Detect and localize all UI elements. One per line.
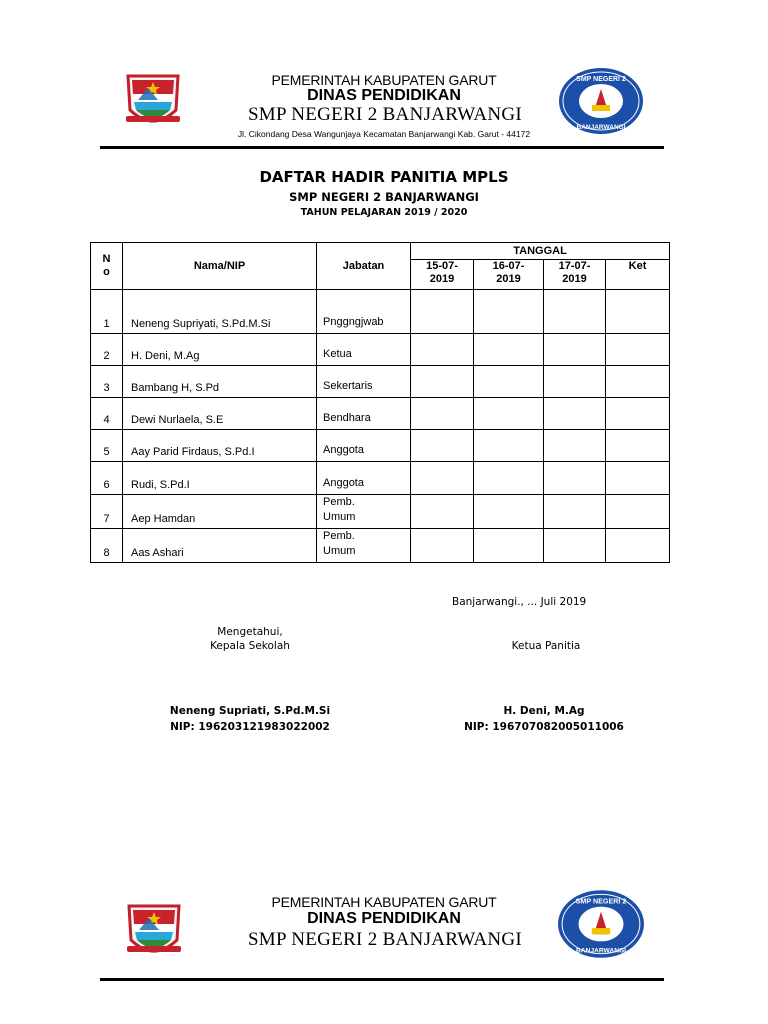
column-header-date-1: 15-07- 2019 bbox=[411, 260, 474, 290]
note-cell bbox=[606, 334, 670, 366]
attendance-cell-date-1 bbox=[411, 462, 474, 495]
svg-text:SMP NEGERI 2: SMP NEGERI 2 bbox=[576, 76, 626, 83]
row-number: 5 bbox=[91, 430, 123, 462]
attendance-cell-date-2 bbox=[474, 398, 544, 430]
attendance-cell-date-1 bbox=[411, 398, 474, 430]
attendance-cell-date-3 bbox=[544, 366, 606, 398]
note-cell bbox=[606, 430, 670, 462]
table-row bbox=[91, 529, 670, 563]
attendance-cell-date-2 bbox=[474, 334, 544, 366]
row-number: 1 bbox=[91, 290, 123, 334]
svg-text:SMP NEGERI 2: SMP NEGERI 2 bbox=[575, 897, 627, 906]
header-address: Jl. Cikondang Desa Wangunjaya Kecamatan Banjarwangi Kab. Garut - 44172 bbox=[237, 129, 531, 139]
row-name: Bambang H, S.Pd bbox=[123, 366, 317, 398]
note-cell bbox=[606, 495, 670, 529]
attendance-table bbox=[90, 242, 670, 563]
column-header-note: Ket bbox=[606, 260, 670, 290]
attendance-cell-date-2 bbox=[474, 495, 544, 529]
attendance-cell-date-1 bbox=[411, 529, 474, 563]
row-position: Anggota bbox=[317, 430, 411, 462]
row-number: 8 bbox=[91, 529, 123, 563]
column-header-date-2: 16-07- 2019 bbox=[474, 260, 544, 290]
column-header-name: Nama/NIP bbox=[123, 243, 317, 290]
row-name: Rudi, S.Pd.I bbox=[123, 462, 317, 495]
attendance-cell-date-3 bbox=[544, 334, 606, 366]
table-row bbox=[91, 290, 670, 334]
table-row bbox=[91, 366, 670, 398]
row-position: Anggota bbox=[317, 462, 411, 495]
header-government: PEMERINTAH KABUPATEN GARUT bbox=[271, 72, 497, 88]
row-name: Dewi Nurlaela, S.E bbox=[123, 398, 317, 430]
footer-school-name: SMP NEGERI 2 BANJARWANGI bbox=[247, 929, 523, 950]
row-number: 2 bbox=[91, 334, 123, 366]
row-position: Ketua bbox=[317, 334, 411, 366]
committee-chair-label: Ketua Panitia bbox=[511, 640, 581, 652]
garut-regency-crest-icon bbox=[123, 900, 185, 962]
attendance-cell-date-2 bbox=[474, 529, 544, 563]
row-position: Pnggngjwab bbox=[317, 290, 411, 334]
attendance-cell-date-2 bbox=[474, 462, 544, 495]
row-position: Pemb. Umum bbox=[317, 529, 411, 563]
place-date: Banjarwangi., ... Juli 2019 bbox=[452, 596, 587, 608]
row-number: 6 bbox=[91, 462, 123, 495]
attendance-cell-date-3 bbox=[544, 398, 606, 430]
garut-regency-crest-icon bbox=[122, 70, 184, 132]
table-row bbox=[91, 430, 670, 462]
attendance-cell-date-1 bbox=[411, 430, 474, 462]
header-divider bbox=[100, 146, 664, 149]
note-cell bbox=[606, 462, 670, 495]
column-header-date-group: TANGGAL bbox=[411, 243, 670, 260]
attendance-cell-date-3 bbox=[544, 290, 606, 334]
row-name: Aep Hamdan bbox=[123, 495, 317, 529]
attendance-cell-date-1 bbox=[411, 334, 474, 366]
header-top bbox=[0, 0, 768, 160]
attendance-cell-date-1 bbox=[411, 495, 474, 529]
table-header-row bbox=[91, 243, 670, 260]
note-cell bbox=[606, 366, 670, 398]
attendance-cell-date-1 bbox=[411, 290, 474, 334]
acknowledged-label: Mengetahui, bbox=[217, 626, 283, 638]
row-number: 4 bbox=[91, 398, 123, 430]
row-number: 7 bbox=[91, 495, 123, 529]
column-header-no-n: N bbox=[102, 253, 111, 265]
table-row bbox=[91, 462, 670, 495]
note-cell bbox=[606, 398, 670, 430]
row-name: Neneng Supriyati, S.Pd.M.Si bbox=[123, 290, 317, 334]
principal-name: Neneng Supriati, S.Pd.M.Si bbox=[169, 705, 331, 717]
attendance-cell-date-3 bbox=[544, 495, 606, 529]
svg-text:BANJARWANGI: BANJARWANGI bbox=[575, 947, 627, 955]
note-cell bbox=[606, 529, 670, 563]
header-department: DINAS PENDIDIKAN bbox=[307, 87, 461, 104]
principal-nip: NIP: 196203121983022002 bbox=[170, 721, 330, 733]
attendance-cell-date-2 bbox=[474, 366, 544, 398]
header-school-name: SMP NEGERI 2 BANJARWANGI bbox=[247, 104, 523, 125]
attendance-cell-date-2 bbox=[474, 430, 544, 462]
column-header-no-o: o bbox=[103, 266, 110, 278]
svg-text:BANJARWANGI: BANJARWANGI bbox=[576, 124, 626, 131]
smp-negeri-2-seal-icon bbox=[558, 67, 644, 135]
column-header-no bbox=[91, 243, 123, 290]
table-body bbox=[91, 290, 670, 563]
note-cell bbox=[606, 290, 670, 334]
footer-divider bbox=[100, 978, 664, 981]
table-row bbox=[91, 495, 670, 529]
attendance-cell-date-2 bbox=[474, 290, 544, 334]
footer-department: DINAS PENDIDIKAN bbox=[307, 910, 461, 927]
chair-name: H. Deni, M.Ag bbox=[503, 705, 585, 717]
row-name: Aay Parid Firdaus, S.Pd.I bbox=[123, 430, 317, 462]
attendance-cell-date-3 bbox=[544, 430, 606, 462]
table-row bbox=[91, 398, 670, 430]
smp-negeri-2-seal-icon bbox=[557, 889, 645, 959]
chair-nip: NIP: 196707082005011006 bbox=[464, 721, 624, 733]
document-school: SMP NEGERI 2 BANJARWANGI bbox=[289, 190, 479, 204]
row-position: Sekertaris bbox=[317, 366, 411, 398]
row-name: H. Deni, M.Ag bbox=[123, 334, 317, 366]
column-header-position: Jabatan bbox=[317, 243, 411, 290]
table-row bbox=[91, 334, 670, 366]
principal-label: Kepala Sekolah bbox=[210, 640, 290, 652]
attendance-cell-date-3 bbox=[544, 529, 606, 563]
row-position: Bendhara bbox=[317, 398, 411, 430]
column-header-date-3: 17-07- 2019 bbox=[544, 260, 606, 290]
document-year: TAHUN PELAJARAN 2019 / 2020 bbox=[300, 207, 468, 218]
attendance-cell-date-1 bbox=[411, 366, 474, 398]
document-title: DAFTAR HADIR PANITIA MPLS bbox=[259, 168, 509, 186]
row-position: Pemb. Umum bbox=[317, 495, 411, 529]
header-bottom bbox=[0, 880, 768, 990]
attendance-cell-date-3 bbox=[544, 462, 606, 495]
footer-government: PEMERINTAH KABUPATEN GARUT bbox=[271, 894, 497, 910]
row-number: 3 bbox=[91, 366, 123, 398]
row-name: Aas Ashari bbox=[123, 529, 317, 563]
